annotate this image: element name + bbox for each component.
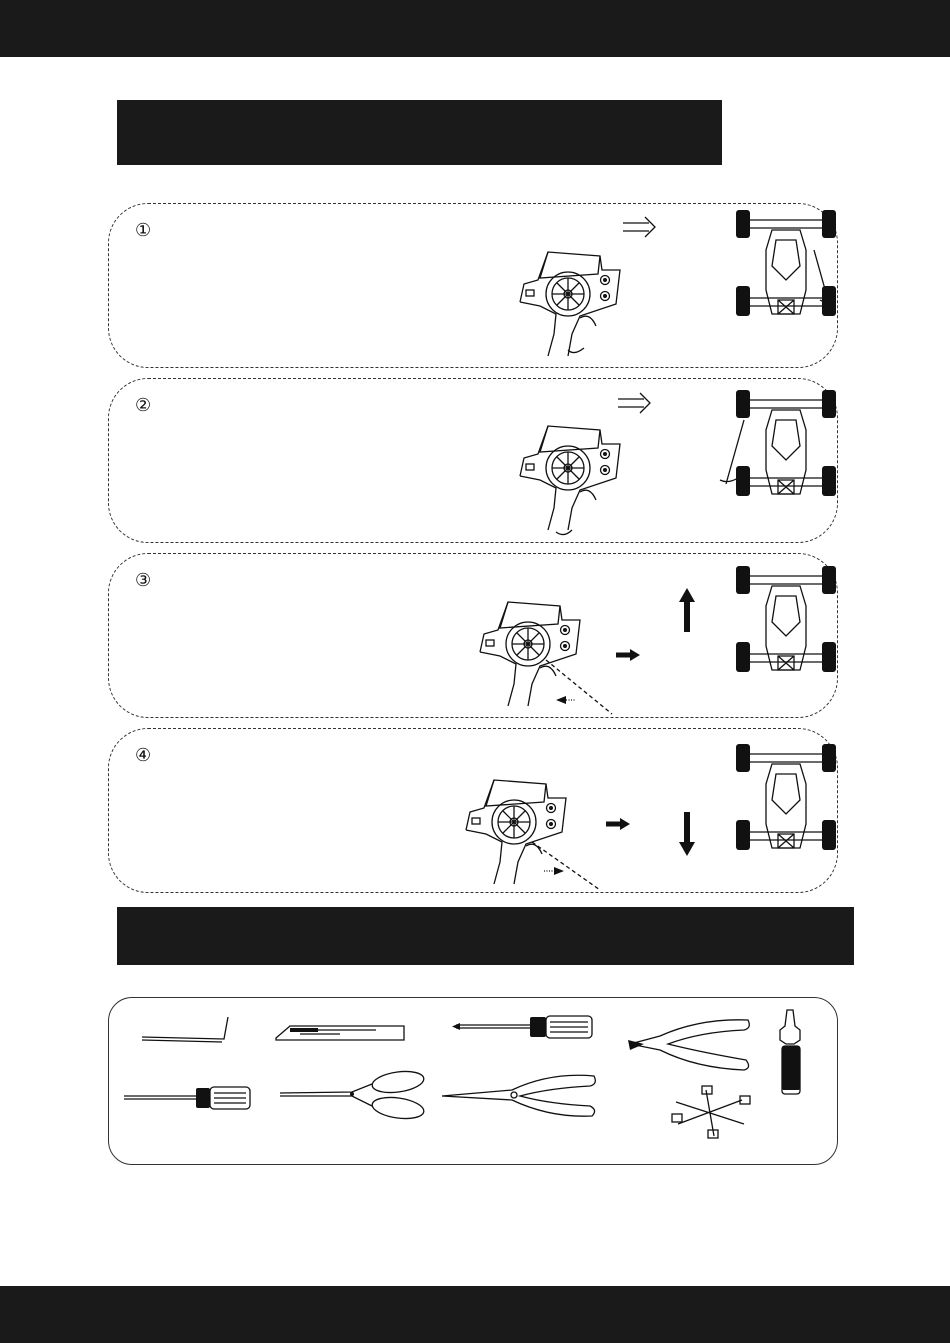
arrow-left-small-icon — [556, 696, 576, 704]
car-top-view-icon — [736, 390, 836, 496]
steering-wheel-arc — [568, 348, 584, 353]
car-top-view-icon — [736, 566, 836, 672]
glue-bottle-icon — [780, 1010, 800, 1094]
arrow-down-icon — [679, 812, 695, 856]
step-number: ④ — [135, 745, 152, 766]
step-number: ① — [135, 220, 152, 241]
needle-nose-pliers-icon — [442, 1075, 595, 1116]
step-number: ③ — [135, 570, 152, 591]
arrow-right-icon — [606, 818, 630, 830]
arrow-right-small-icon — [544, 867, 564, 875]
double-arrow-icon — [618, 393, 650, 413]
flat-screwdriver-icon — [124, 1087, 250, 1109]
double-arrow-icon — [623, 217, 655, 237]
step-number: ② — [135, 395, 152, 416]
car-top-view-icon — [736, 744, 836, 850]
arrow-right-icon — [616, 649, 640, 661]
cross-wrench-icon — [672, 1086, 750, 1138]
transmitter-icon — [520, 252, 620, 356]
hex-key-icon — [142, 1017, 228, 1042]
transmitter-icon — [520, 426, 620, 530]
utility-knife-icon — [276, 1026, 404, 1040]
scissors-icon — [280, 1068, 425, 1121]
arrow-up-icon — [679, 588, 695, 632]
transmitter-icon — [466, 780, 566, 884]
transmitter-icon — [480, 602, 580, 706]
phillips-screwdriver-icon — [452, 1016, 592, 1038]
side-cutter-icon — [628, 1020, 749, 1070]
